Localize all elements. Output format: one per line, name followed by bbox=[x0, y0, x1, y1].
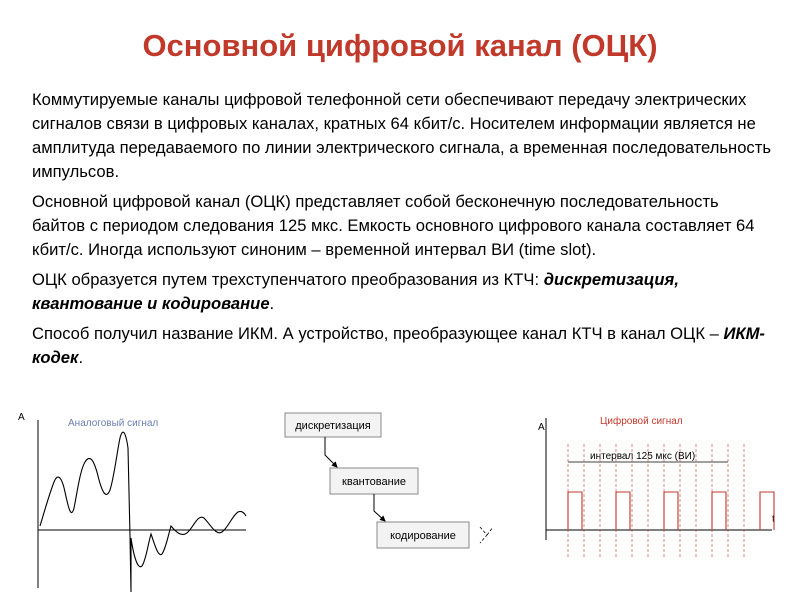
paragraph-2-text: Основной цифровой канал (ОЦК) представляет собой бесконечную последовательность байтов с периодом следования 125 мкс. Емкость основного цифрового канала составляет 64 кбит/с. Иногда используют синоним – временной интервал ВИ (time slot). bbox=[32, 192, 755, 259]
paragraph-pcm bbox=[32, 322, 772, 370]
flow-label-coding: кодирование bbox=[390, 530, 456, 542]
flow-arrow-out bbox=[480, 527, 493, 543]
flow-arrow-2 bbox=[374, 494, 385, 521]
paragraph-3-tail: . bbox=[269, 294, 275, 313]
paragraph-base-channel bbox=[32, 190, 772, 262]
analog-signal-plot bbox=[10, 408, 250, 593]
flow-step-coding bbox=[377, 522, 469, 548]
pulse bbox=[664, 492, 678, 530]
flow-label-sampling: дискретизация bbox=[295, 420, 371, 432]
pulse bbox=[568, 492, 582, 530]
paragraph-3-emphasis: дискретизация, квантование и кодирование bbox=[32, 270, 679, 313]
slide-body bbox=[32, 88, 772, 376]
interval-label: интервал 125 мкс (ВИ) bbox=[590, 451, 696, 462]
digital-t-label: t bbox=[772, 514, 775, 525]
analog-y-label: A bbox=[18, 412, 25, 423]
pulse bbox=[616, 492, 630, 530]
paragraph-4-text: Способ получил название ИКМ. А устройство, преобразующее канал КТЧ в канал ОЦК – bbox=[32, 324, 724, 343]
flow-label-quantization: квантование bbox=[342, 476, 406, 488]
flow-step-sampling bbox=[285, 413, 381, 437]
analog-plot-title: Аналоговый сигнал bbox=[68, 418, 159, 429]
pulse bbox=[712, 492, 726, 530]
paragraph-4-emphasis: ИКМ-кодек bbox=[32, 324, 765, 367]
digital-plot-title: Цифровой сигнал bbox=[600, 416, 683, 427]
paragraph-4-tail: . bbox=[78, 348, 84, 367]
analog-waveform bbox=[40, 432, 246, 592]
conversion-flow-diagram bbox=[275, 405, 510, 555]
paragraph-three-stage bbox=[32, 268, 772, 316]
digital-y-label: A bbox=[538, 422, 545, 433]
flow-step-quantization bbox=[330, 468, 418, 494]
flow-arrow-1 bbox=[325, 437, 337, 467]
paragraph-digital-channels bbox=[32, 88, 772, 184]
digital-signal-plot bbox=[532, 408, 794, 593]
paragraph-1-text: Коммутируемые каналы цифровой телефонной сети обеспечивают передачу электрических сигналов связи в цифровых каналах, кратных 64 кбит/с. Носителем информации является не амплитуда передаваемого по линии электрического сигнала, а временная последовательность импульсов. bbox=[32, 90, 771, 181]
slide-title: Основной цифровой канал (ОЦК) bbox=[142, 28, 658, 63]
paragraph-3-text: ОЦК образуется путем трехступенчатого преобразования из КТЧ: bbox=[32, 270, 544, 289]
